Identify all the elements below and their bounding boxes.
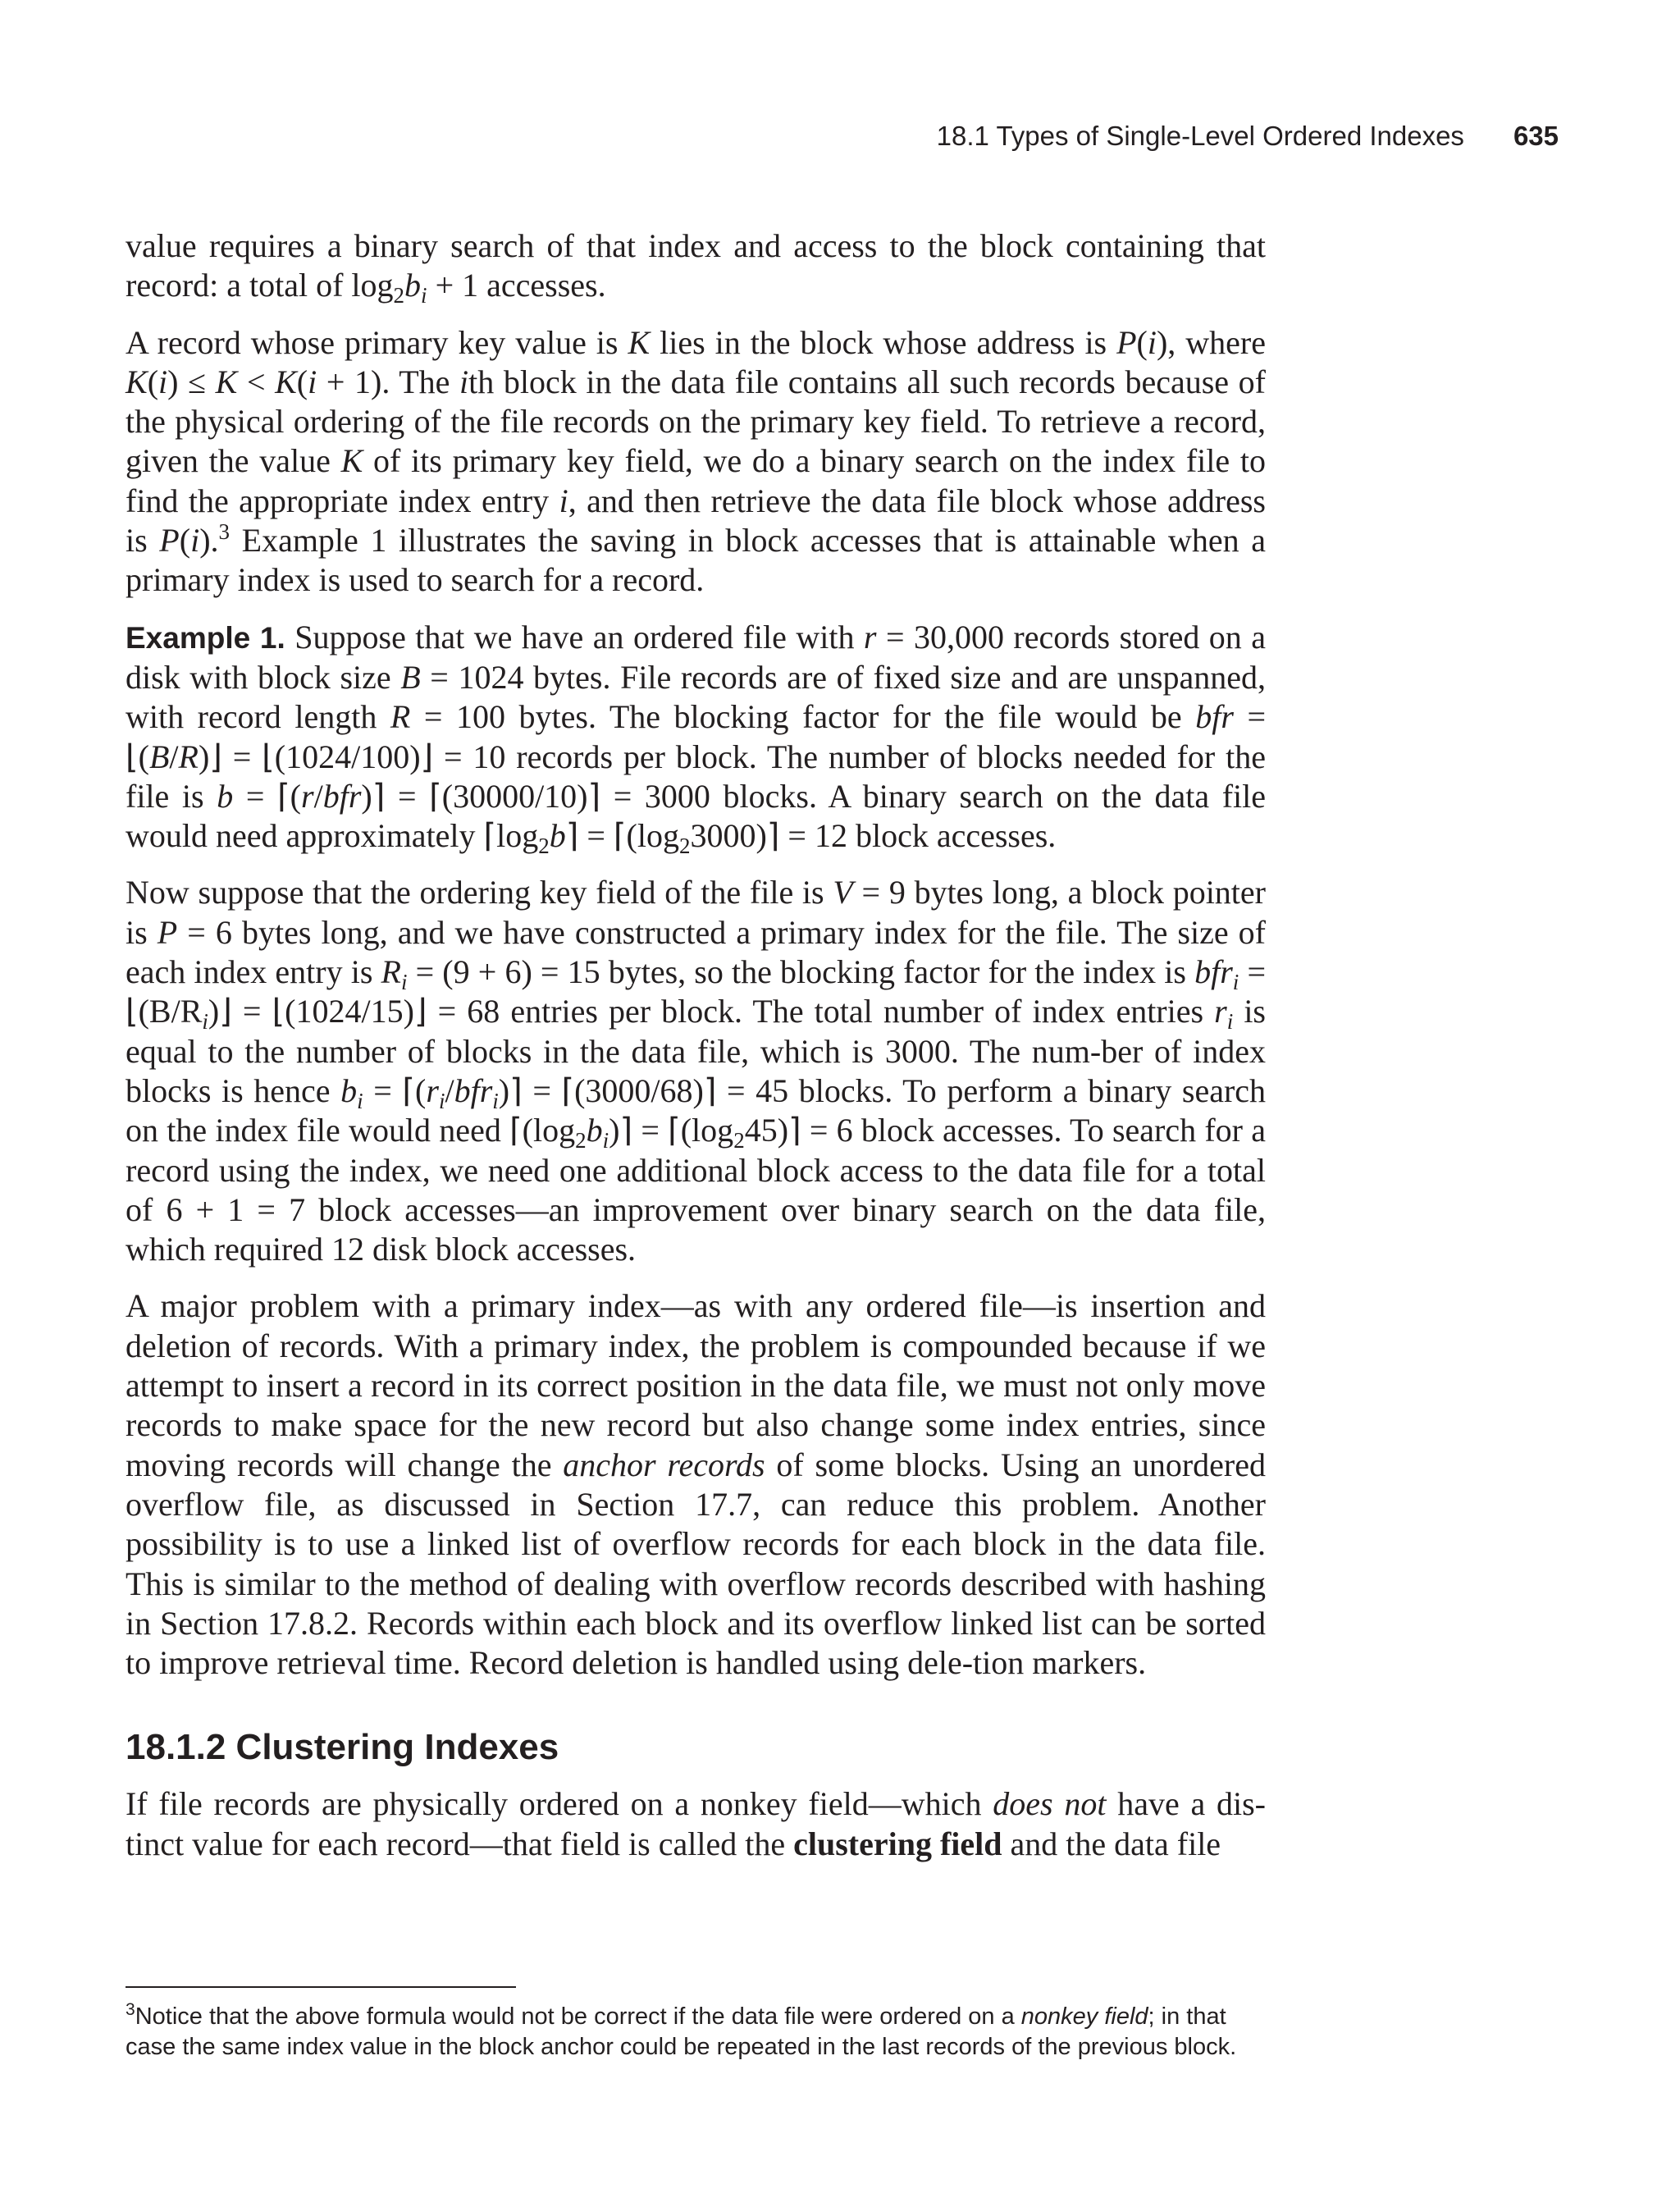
math-var: r [1214,993,1227,1030]
text-span: )⌉ = ⌈(3000/68)⌉ = 45 blocks. To perform a binary search on the index file would need ⌈(log [126,1071,1267,1149]
running-head-title: 18.1 Types of Single-Level Ordered Indexes [936,121,1464,151]
subscript: i [492,1088,499,1113]
math-var: b [340,1071,358,1109]
text-span: A major problem with a primary index—as with any ordered file—is insertion and deletion of records. With a primary index, the problem is compounded because if we attempt to insert a record in its correct position in the data file, we must not only move records to make space for the new record but also change some index entries, since moving records will change the [126,1287,1266,1483]
math-var: B [148,738,170,775]
text-span: 3000)⌉ = 12 block accesses. [690,817,1057,855]
paragraph-1 [126,226,1266,306]
text-span: A record whose primary key value is [126,323,628,361]
text-span: + 1 accesses. [427,267,606,304]
example-label: Example 1. [126,620,285,655]
math-var: P [159,522,180,560]
text-span: ; in that case the same index value in the block anchor could be repeated in the last records of the previous block. [126,2003,1237,2060]
text-span: / [445,1071,454,1109]
math-var: i [308,363,317,400]
math-var: bfr [454,1071,493,1109]
math-var: b [404,267,422,304]
footnote-reference: 3 [218,519,231,545]
subscript: i [1232,970,1239,995]
math-var: i [190,522,200,560]
subscript: 2 [575,1128,587,1154]
math-var: i [459,363,469,400]
math-var: K [275,363,297,400]
subscript: i [438,1088,445,1113]
text-span: lies in the block whose address is [650,323,1117,361]
section-heading: 18.1.2 Clustering Indexes [126,1727,559,1768]
subscript: i [421,283,427,308]
main-text [126,226,1266,1881]
text-span: is equal to the number of blocks in the data file, which is 3000. The num-ber of index blocks is hence [126,993,1266,1109]
math-var: b [586,1112,603,1149]
math-var: bfr [322,777,362,815]
text-span: ( [296,363,308,400]
math-var: P [157,913,178,951]
text-span: = ⌊(B/R [126,953,1267,1030]
text-span: value requires a binary search of that index and access to the block containing that record: a total of log [126,227,1266,304]
math-var: bfr [1195,698,1234,736]
emphasis: anchor records [563,1446,765,1483]
text-span: )⌉ = ⌈(30000/10)⌉ = 3000 blocks. A binary search on the data file would need approximately ⌈log [126,777,1266,855]
running-head [820,120,1559,153]
subscript: 2 [733,1128,745,1154]
subscript: 2 [538,834,550,859]
text-span: ( [179,522,191,560]
subscript: i [357,1088,363,1113]
text-span: If file records are physically ordered on a nonkey field—which [126,1785,993,1823]
footnote-marker: 3 [126,2000,135,2019]
text-span: ), where [1156,323,1266,361]
emphasis: nonkey field [1020,2003,1148,2030]
page-number: 635 [1513,121,1559,151]
text-span: < [237,363,276,400]
math-var: P [1116,323,1137,361]
math-var: r [301,777,314,815]
text-span: = 9 bytes long, a block pointer is [126,874,1266,951]
text-span: = ⌊( [126,698,1266,775]
emphasis: does not [993,1785,1107,1823]
text-span: )⌉ = ⌈(log [609,1112,734,1149]
math-var: R [178,738,199,775]
bold-term: clustering field [793,1825,1002,1862]
subscript: i [1226,1009,1234,1035]
subscript: 2 [393,283,405,308]
math-var: K [215,363,238,400]
text-span: ( [147,363,159,400]
math-var: B [400,658,421,696]
footnote-divider [126,1986,516,1988]
paragraph-5 [126,1286,1266,1683]
text-span: of its primary key field, we do a binary search on the index file to find the appropriate index entry [126,442,1267,519]
text-span: ( [1136,323,1148,361]
text-span: ) ≤ [167,363,216,400]
text-span: have a dis-tinct value for each record—that field is called the [126,1785,1267,1862]
paragraph-2 [126,323,1266,601]
math-var: R [390,698,411,736]
math-var: i [158,363,168,400]
text-span: Example 1 illustrates the saving in block accesses that is attainable when a primary index is used to search for a record. [126,522,1266,599]
example-1-paragraph [126,618,1266,857]
subscript: i [602,1128,609,1154]
paragraph-6 [126,1784,1266,1864]
text-span: = 100 bytes. The blocking factor for the file would be [410,698,1196,736]
text-span: 45)⌉ = 6 block accesses. To search for a record using the index, we need one additional block access to the data file for a total of 6 + 1 = 7 block accesses—an improvement over binary search on the data file, which required 12 disk block accesses. [126,1112,1267,1268]
text-span: / [313,777,323,815]
text-span: = 1024 bytes. File records are of fixed size and are unspanned, with record length [126,658,1266,736]
math-var: V [833,874,853,911]
text-span: ). [199,522,219,560]
text-span: = 6 bytes long, and we have constructed a primary index for the file. The size of each index entry is [126,913,1266,991]
text-span: )⌋ = ⌊(1024/100)⌋ = 10 records per block. The number of blocks needed for the file is [126,738,1266,815]
text-span: = ⌈( [363,1071,427,1109]
math-var: K [126,363,148,400]
math-var: K [340,442,363,480]
text-span: / [169,738,179,775]
math-var: r [426,1071,439,1109]
text-span: th block in the data file contains all such records because of the physical ordering of the file records on the primary key field. To retrieve a record, given the value [126,363,1266,480]
math-var: R [381,953,401,991]
text-span: = ⌈( [233,777,301,815]
paragraph-4 [126,873,1266,1269]
math-var: b [217,777,234,815]
text-span: = (9 + 6) = 15 bytes, so the blocking factor for the index is [407,953,1195,991]
math-var: i [1147,323,1157,361]
text-span: Now suppose that the ordering key field of the file is [126,874,833,911]
subscript: i [400,970,408,995]
text-span: Suppose that we have an ordered file with [285,618,864,656]
text-span: + 1). The [317,363,460,400]
text-span: = 30,000 records stored on a disk with block size [126,618,1266,696]
math-var: K [628,323,651,361]
math-var: bfr [1194,953,1233,991]
math-var: b [549,817,566,855]
math-var: r [863,618,877,656]
footnote [126,2002,1266,2063]
text-span: of some blocks. Using an unordered overflow file, as discussed in Section 17.7, can reduce this problem. Another possibility is to use a linked list of overflow records for each block in the data file. This is similar to the method of dealing with overflow records described with hashing in Section 17.8.2. Records within each block and its overflow linked list can be sorted to improve retrieval time. Record deletion is handled using dele-tion markers. [126,1446,1267,1682]
text-span: and the data file [1002,1825,1221,1862]
subscript: i [202,1009,208,1035]
subscript: 2 [678,834,691,859]
text-span: Notice that the above formula would not be correct if the data file were ordered on a [135,2003,1021,2030]
math-var: i [559,482,568,519]
text-span: ⌉ = ⌈(log [565,817,679,855]
text-span: )⌋ = ⌊(1024/15)⌋ = 68 entries per block. The total number of index entries [208,993,1215,1030]
text-span: , and then retrieve the data file block whose address is [126,482,1266,560]
